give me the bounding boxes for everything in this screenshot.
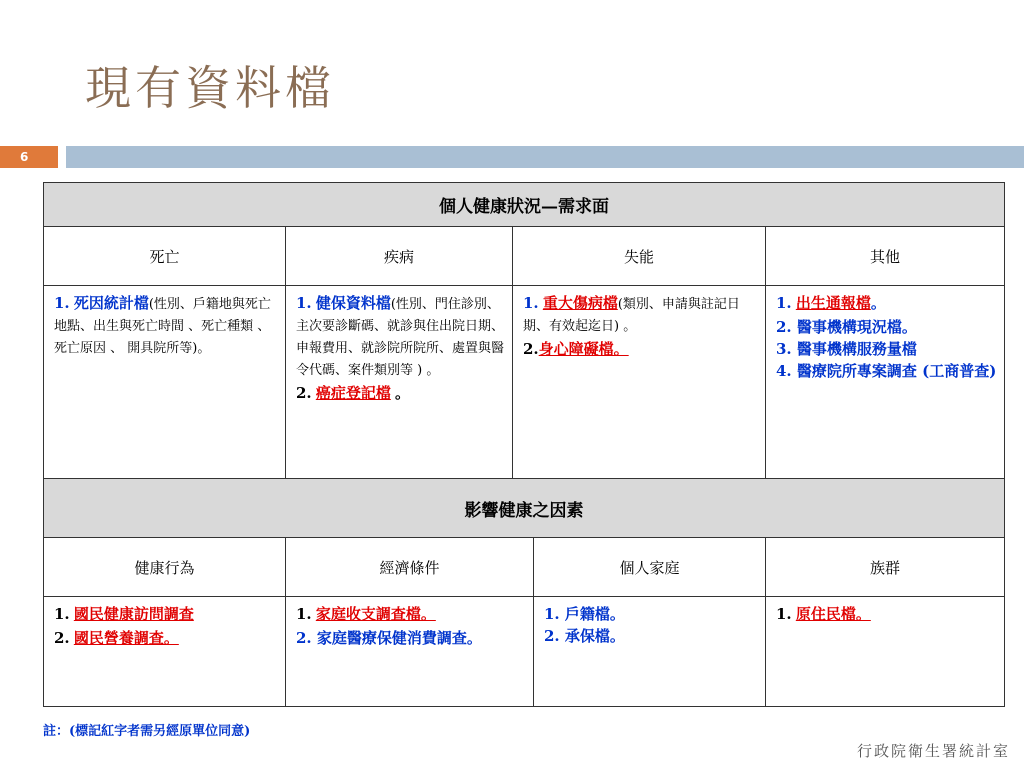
page-number: 6 — [0, 146, 58, 168]
household-income-survey: 家庭收支調查檔。 — [315, 605, 436, 623]
other-cell: 1. 出生通報檔。 2. 醫事機構現況檔。 3. 醫事機構服務量檔 4. 醫療院所專案調查 (工商普查) — [766, 286, 1005, 479]
disability-cell: 1. 重大傷病檔(類別、申請與註記日期、有效起迄日) 。 2.身心障礙檔。 — [513, 286, 766, 479]
insurance-file: 2. 承保檔。 — [544, 627, 625, 645]
category-death: 死亡 — [44, 227, 286, 286]
nhi-data-file: 健保資料檔 — [315, 294, 391, 312]
nutrition-survey: 國民營養調查。 — [73, 629, 179, 647]
footnote: 註：(標記紅字者需另經原單位同意) — [43, 724, 251, 739]
category-economic: 經濟條件 — [286, 538, 534, 597]
ethnic-cell: 1. 原住民檔。 — [766, 597, 1005, 707]
catastrophic-illness-file: 重大傷病檔 — [542, 294, 618, 312]
household-health-expenditure-survey: 2. 家庭醫療保健消費調查。 — [296, 629, 482, 647]
cancer-registry-file: 癌症登記檔 — [315, 384, 391, 402]
slide-title: 現有資料檔 — [85, 61, 335, 115]
medical-institution-survey: 4. 醫療院所專案調查 (工商普查) — [776, 362, 997, 380]
birth-report-file: 出生通報檔 — [795, 294, 871, 312]
category-ethnic: 族群 — [766, 538, 1005, 597]
category-other: 其他 — [766, 227, 1005, 286]
medical-institution-service-file: 3. 醫事機構服務量檔 — [776, 340, 917, 358]
health-factors-table — [43, 478, 1005, 707]
death-cell: 1. 死因統計檔(性別、戶籍地與死亡地點、出生與死亡時間 、死亡種類 、死亡原因 、 開具院所等)。 — [44, 286, 286, 479]
medical-institution-status-file: 2. 醫事機構現況檔。 — [776, 318, 917, 336]
table1-header: 個人健康狀況—需求面 — [44, 183, 1005, 227]
indigenous-file: 原住民檔。 — [795, 605, 871, 623]
health-interview-survey: 國民健康訪問調查 — [73, 605, 194, 623]
category-disability: 失能 — [513, 227, 766, 286]
household-registration-file: 1. 戶籍檔。 — [544, 605, 625, 623]
economic-cell: 1. 家庭收支調查檔。 2. 家庭醫療保健消費調查。 — [286, 597, 534, 707]
title-divider-band — [66, 146, 1024, 168]
family-cell — [534, 597, 766, 707]
disease-cell: 1. 健保資料檔(性別、門住診別、主次要診斷碼、就診與住出院日期、申報費用、就診院所院所、處置與醫令代碼、案件類別等 ) 。 2. 癌症登記檔 。 — [286, 286, 513, 479]
category-disease: 疾病 — [286, 227, 513, 286]
organization-footer: 行政院衛生署統計室 — [856, 742, 1010, 760]
death-statistics-file: 死因統計檔 — [73, 294, 149, 312]
category-family: 個人家庭 — [534, 538, 766, 597]
category-health-behavior: 健康行為 — [44, 538, 286, 597]
health-behavior-cell: 1. 國民健康訪問調查 2. 國民營養調查。 — [44, 597, 286, 707]
disability-file: 身心障礙檔。 — [538, 340, 629, 358]
health-demand-table — [43, 182, 1005, 479]
table2-header: 影響健康之因素 — [44, 479, 1005, 538]
